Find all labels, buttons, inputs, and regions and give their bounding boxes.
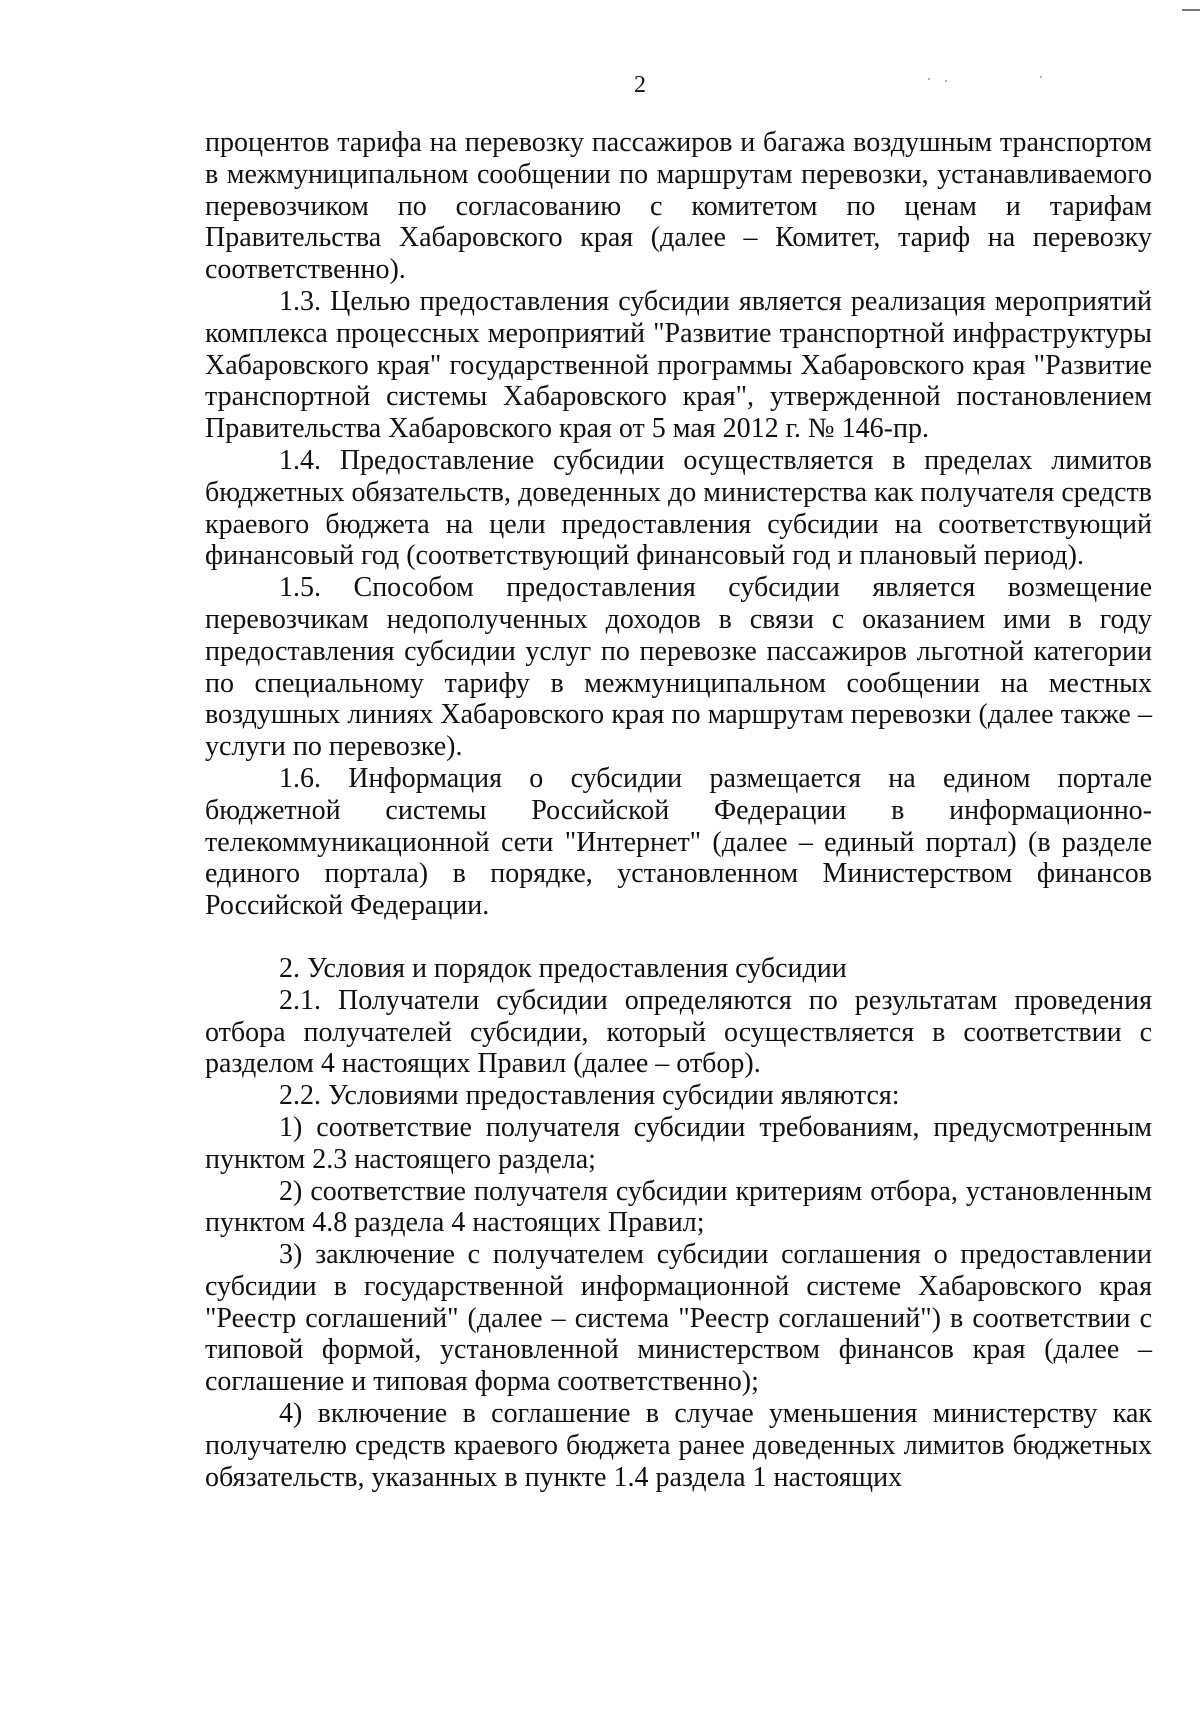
- paragraph-2-2: 2.2. Условиями предоставления субсидии являются:: [279, 1080, 900, 1112]
- scan-edge-mark: [1182, 9, 1200, 11]
- list-item-3: 3) заключение с получателем субсидии соглашения о предоставлении субсидии в государственной информационной системе Хабаровского края "Реестр соглашений" (далее – система "Реестр соглашений") в соответствии с типовой формой, установленной министерством финансов края (далее – соглашение и типовая форма соответственно);: [205, 1239, 1152, 1398]
- list-item-1: 1) соответствие получателя субсидии требованиям, предусмотренным пунктом 2.3 настоящего раздела;: [205, 1111, 1152, 1175]
- paragraph-1-6: 1.6. Информация о субсидии размещается на едином портале бюджетной системы Российской Федерации в информационно-телекоммуникационной сети "Интернет" (далее – единый портал) (в разделе единого портала) в порядке, установленном Министерством финансов Российской Федерации.: [205, 762, 1152, 922]
- paragraph-1-4: 1.4. Предоставление субсидии осуществляется в пределах лимитов бюджетных обязательств, доведенных до министерства как получателя средств краевого бюджета на цели предоставления субсидии на соответствующий финансовый год (соответствующий финансовый год и плановый период).: [205, 444, 1152, 572]
- section-2-heading: 2. Условия и порядок предоставления субсидии: [279, 952, 847, 984]
- list-item-4: 4) включение в соглашение в случае уменьшения министерству как получателю средств краевого бюджета ранее доведенных лимитов бюджетных обязательств, указанных в пункте 1.4 раздела 1 настоящих: [205, 1398, 1152, 1493]
- paragraph-2-1: 2.1. Получатели субсидии определяются по результатам проведения отбора получателей субсидии, который осуществляется в соответствии с разделом 4 настоящих Правил (далее – отбор).: [205, 984, 1152, 1080]
- paragraph-1-3: 1.3. Целью предоставления субсидии является реализация мероприятий комплекса процессных мероприятий "Развитие транспортной инфраструктуры Хабаровского края" государственной программы Хабаровского края "Развитие транспортной системы Хабаровского края", утвержденной постановлением Правительства Хабаровского края от 5 мая 2012 г. № 146-пр.: [205, 285, 1152, 445]
- list-item-2: 2) соответствие получателя субсидии критериям отбора, установленным пунктом 4.8 раздела 4 настоящих Правил;: [205, 1175, 1152, 1239]
- page-number: 2: [634, 72, 646, 98]
- paragraph-1-5: 1.5. Способом предоставления субсидии является возмещение перевозчикам недополученных доходов в связи с оказанием ими в году предоставления субсидии услуг по перевозке пассажиров льготной категории по специальному тарифу в межмуниципальном сообщении на местных воздушных линиях Хабаровского края по маршрутам перевозки (далее также – услуги по перевозке).: [205, 572, 1152, 763]
- document-body: [205, 127, 1152, 1493]
- paragraph-continuation: процентов тарифа на перевозку пассажиров и багажа воздушным транспортом в межмуниципальном сообщении по маршрутам перевозки, устанавливаемого перевозчиком по согласованию с комитетом по ценам и тарифам Правительства Хабаровского края (далее – Комитет, тариф на перевозку соответственно).: [205, 127, 1152, 286]
